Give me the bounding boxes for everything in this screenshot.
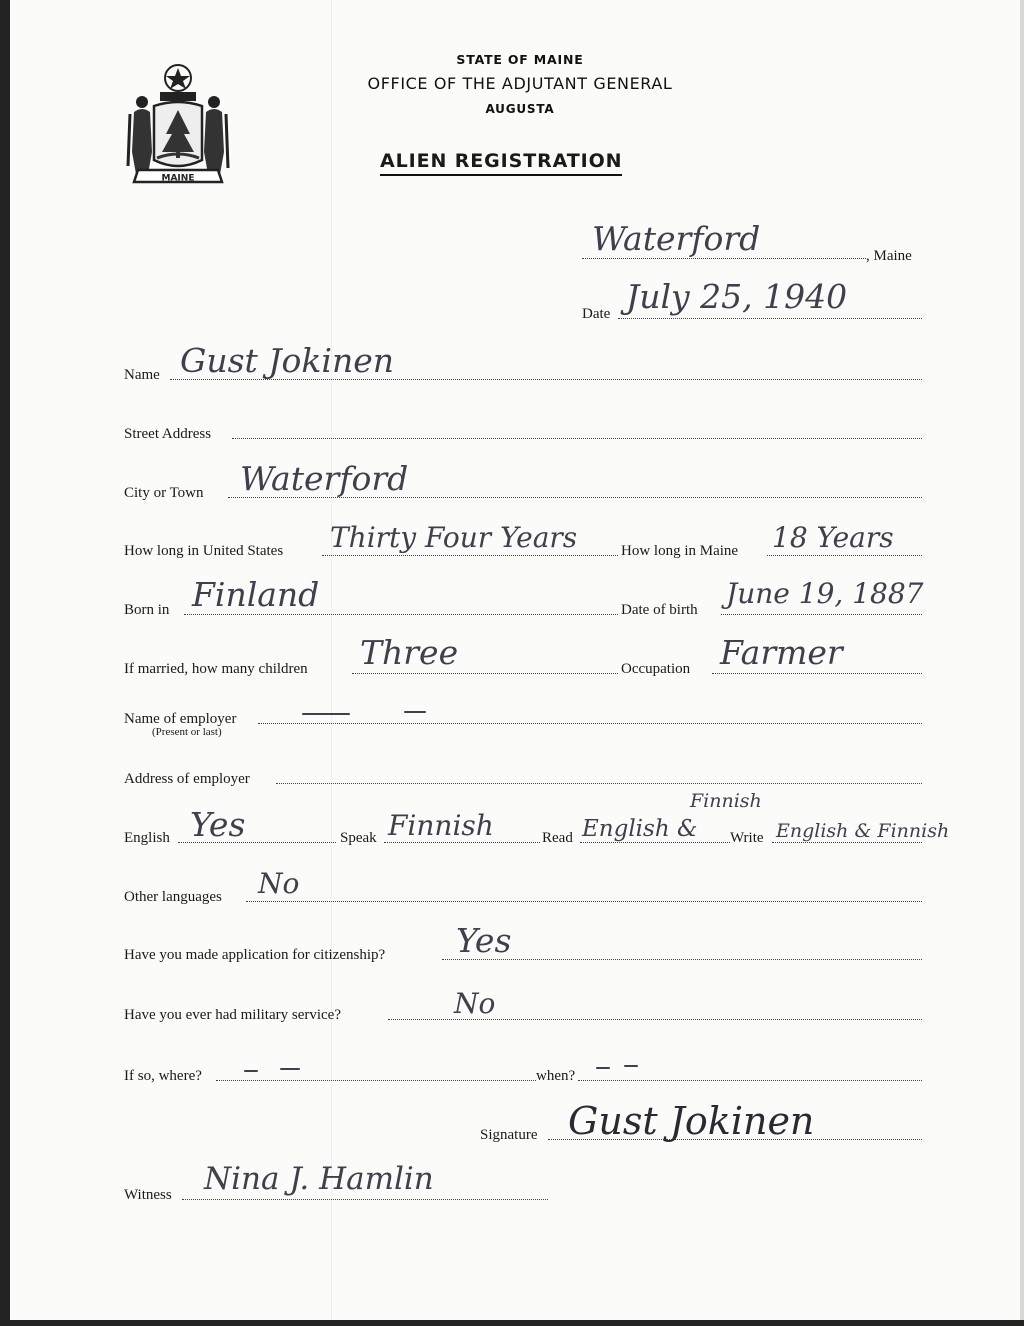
read-extra-value: Finnish	[690, 790, 762, 812]
how-long-maine-label: How long in Maine	[621, 543, 739, 559]
dob-label: Date of birth	[621, 602, 698, 618]
where-dash-mark	[244, 1070, 258, 1072]
seal-text: MAINE	[161, 173, 195, 184]
english-label: English	[124, 830, 170, 846]
speak-label: Speak	[340, 830, 377, 846]
read-value: English &	[582, 816, 698, 842]
employer-address-line	[276, 783, 922, 784]
when-dash-mark	[624, 1065, 638, 1067]
occupation-label: Occupation	[621, 661, 691, 677]
employer-note: (Present or last)	[152, 726, 222, 738]
maine-seal-icon	[124, 62, 232, 192]
how-long-us-value: Thirty Four Years	[330, 521, 578, 554]
how-long-us-label: How long in United States	[124, 543, 284, 559]
citizenship-line	[442, 959, 922, 960]
where-dash-mark	[280, 1068, 300, 1070]
city-value: Waterford	[240, 459, 409, 498]
city-heading: AUGUSTA	[485, 102, 555, 116]
city-label: City or Town	[124, 485, 204, 501]
military-value: No	[454, 987, 496, 1020]
when-dash-mark	[596, 1067, 610, 1069]
born-label: Born in	[124, 602, 170, 618]
employer-label: Name of employer	[124, 711, 237, 727]
other-languages-value: No	[258, 867, 300, 900]
other-languages-label: Other languages	[124, 889, 222, 905]
speak-value: Finnish	[388, 809, 494, 842]
where-line	[216, 1080, 536, 1081]
witness-line	[182, 1199, 548, 1200]
signature-label: Signature	[480, 1127, 538, 1143]
how-long-us-line	[322, 555, 618, 556]
born-value: Finland	[192, 575, 320, 614]
military-label: Have you ever had military service?	[124, 1007, 341, 1023]
street-line	[232, 438, 922, 439]
english-value: Yes	[190, 805, 246, 844]
dob-line	[721, 614, 922, 615]
occupation-line	[712, 673, 922, 674]
employer-address-label: Address of employer	[124, 771, 250, 787]
when-label: when?	[536, 1068, 576, 1084]
employer-dash-mark	[302, 713, 350, 715]
employer-dash-mark	[404, 711, 426, 713]
scan-edge-right	[1020, 0, 1024, 1326]
employer-line	[258, 723, 922, 724]
signature-value: Gust Jokinen	[568, 1099, 815, 1143]
read-label: Read	[542, 830, 573, 846]
speak-line	[384, 842, 540, 843]
witness-value: Nina J. Hamlin	[204, 1161, 434, 1197]
street-label: Street Address	[124, 426, 212, 442]
maine-label: , Maine	[866, 248, 912, 264]
children-value: Three	[360, 633, 459, 672]
occupation-value: Farmer	[720, 633, 843, 672]
write-label: Write	[730, 830, 764, 846]
form-title: ALIEN REGISTRATION	[380, 150, 622, 176]
town-value: Waterford	[592, 219, 761, 258]
write-value: English & Finnish	[776, 820, 950, 842]
witness-label: Witness	[124, 1187, 172, 1203]
date-line	[618, 318, 922, 319]
write-line	[772, 842, 922, 843]
name-value: Gust Jokinen	[180, 341, 394, 380]
scan-edge-bottom	[0, 1320, 1024, 1326]
how-long-maine-value: 18 Years	[772, 521, 894, 554]
where-label: If so, where?	[124, 1068, 202, 1084]
name-label: Name	[124, 367, 160, 383]
date-value: July 25, 1940	[626, 277, 848, 316]
scan-edge-left	[0, 0, 10, 1326]
office-heading: OFFICE OF THE ADJUTANT GENERAL	[367, 74, 673, 93]
paper-crease	[331, 0, 332, 1326]
when-line	[578, 1080, 922, 1081]
town-line	[582, 258, 866, 259]
citizenship-value: Yes	[456, 921, 512, 960]
born-line	[184, 614, 618, 615]
children-label: If married, how many children	[124, 661, 308, 677]
citizenship-label: Have you made application for citizenship?	[124, 947, 386, 963]
how-long-maine-line	[767, 555, 922, 556]
date-label: Date	[582, 306, 611, 322]
read-line	[580, 842, 730, 843]
children-line	[352, 673, 618, 674]
dob-value: June 19, 1887	[726, 577, 924, 610]
other-languages-line	[246, 901, 922, 902]
state-heading: STATE OF MAINE	[456, 52, 584, 67]
